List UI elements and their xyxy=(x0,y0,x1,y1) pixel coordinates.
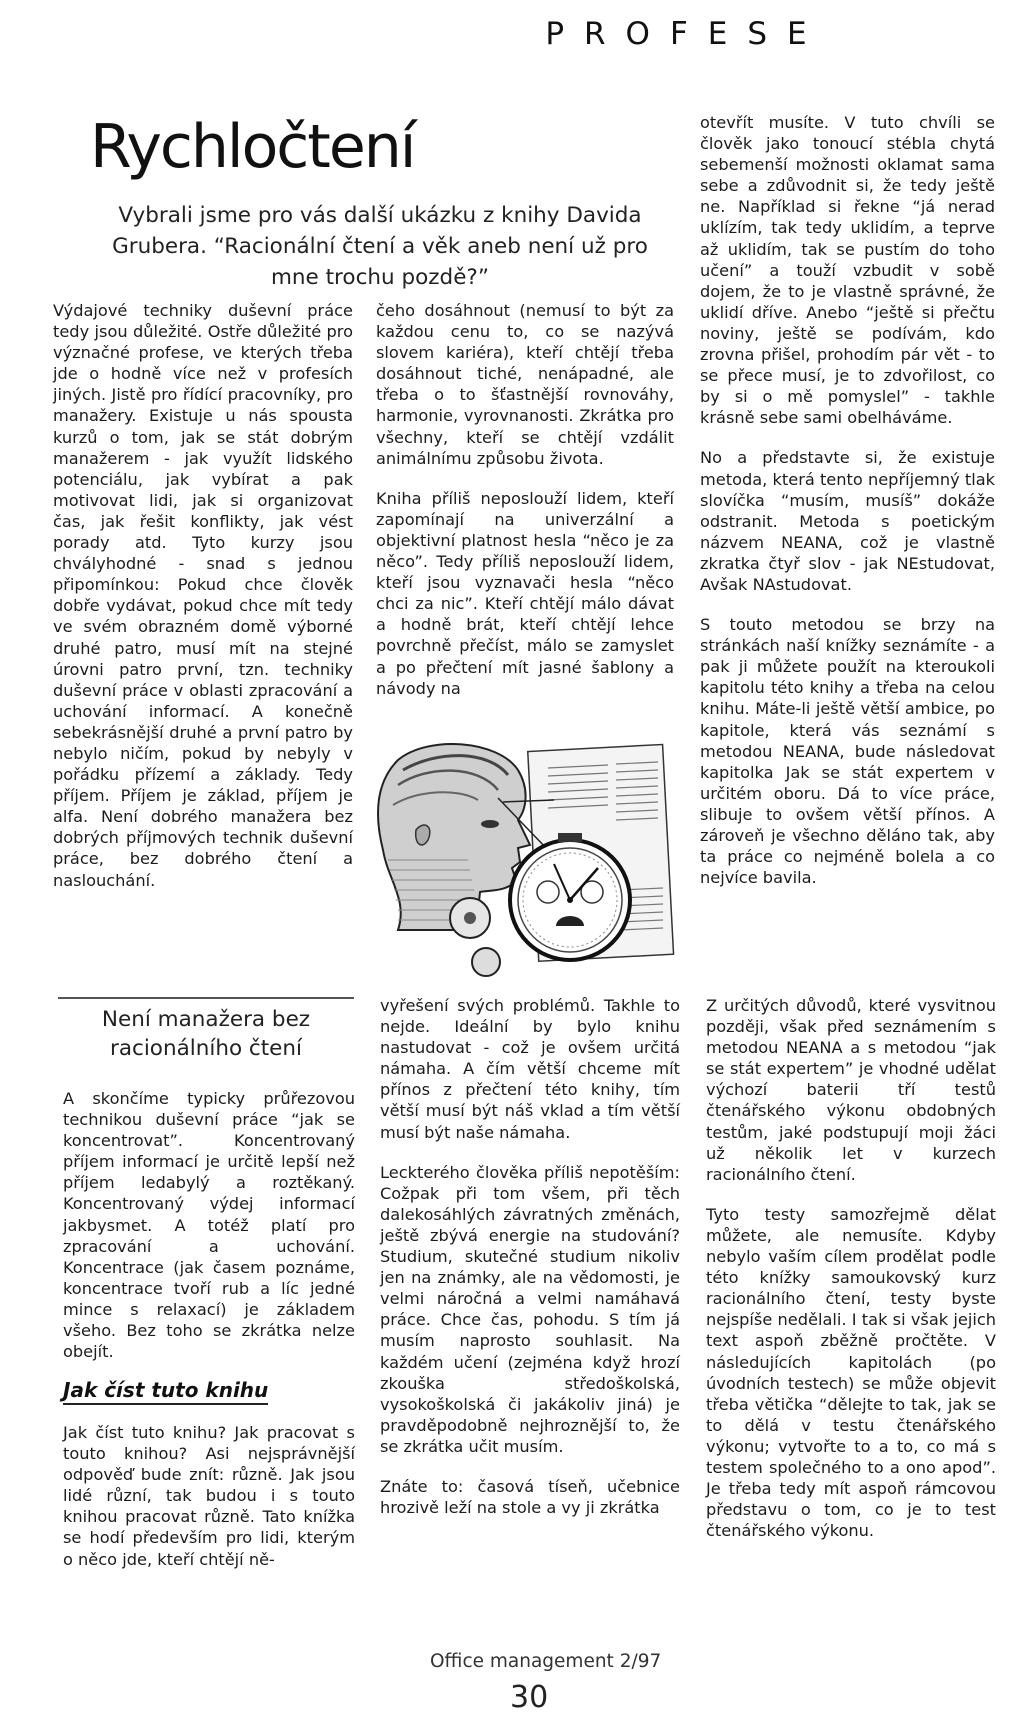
column-3-bottom xyxy=(706,995,996,1560)
paragraph: Tyto testy samozřejmě dělat můžete, ale nemusíte. Kdyby nebylo vaším cílem prodělat podle této knížky samoukovský kurz racionálního čtení, testy byste nejspíše nedělali. I tak si však jejich text aspoň zběžně pročtěte. V následujících kapitolách (po úvodních testech) se může objevit třeba větička “dělejte to tak, jak se to dělá v testu čtenářského výkonu; vytvořte to a to, co má s testem společného to a ono apod”. Je třeba tedy mít aspoň rámcovou představu o tom, co je to test čtenářského výkonu. xyxy=(706,1204,996,1541)
paragraph: otevřít musíte. V tuto chvíli se člověk jako tonoucí stébla chytá sebemenší možnosti oklamat sama sebe a zdůvodnit si, že tedy ještě ne. Například si řekne “já nerad uklízím, tak tedy uklidím, a teprve až uklidím, tak se pustím do toho učení” a touží vzbudit v sobě dojem, že to je vlastně správné, že uklidí dříve. Anebo “ještě si přečtu noviny, ještě se podívám, kdo zrovna přišel, prohodím pár vět - to se přece musí, je to zdvořilost, co by si o mě pomyslel” - takhle krásně sebe sami obelháváme. xyxy=(700,113,995,428)
article-title: Rychločtení xyxy=(90,112,415,182)
column-2-top xyxy=(376,300,674,718)
paragraph: Z určitých důvodů, které vysvitnou později, však před seznámením s metodou NEANA a s metodou “jak se stát expertem” je vhodné udělat výchozí baterii tří testů čtenářského výkonu obdobných testům, jaké podstupují moji žáci už několik let v kurzech racionálního čtení. xyxy=(706,996,996,1184)
column-3-top xyxy=(700,112,995,907)
paragraph: Znáte to: časová tíseň, učebnice hrozivě leží na stole a vy ji zkrátka xyxy=(380,1476,680,1518)
illustration-head-and-watch xyxy=(358,740,698,985)
paragraph: A skončíme typicky průřezovou technikou duševní práce “jak se koncentrovat”. Koncentrovaný příjem informací je určitě lepší než příjem ledabylý a roztěkaný. Koncentrovaný výdej informací jakbysmet. A totéž platí pro zpracování a uchování. Koncentrace (jak časem poznáme, koncentrace tvoří rub a líc jedné mince s relaxací) je základem všeho. Bez toho se zkrátka nelze obejít. xyxy=(63,1089,355,1362)
footer-magazine-name: Office management 2/97 xyxy=(430,1651,662,1672)
column-2-bottom xyxy=(380,995,680,1537)
paragraph: Výdajové techniky duševní práce tedy jsou důležité. Ostře důležité pro význačné profese, ve kterých třeba jde o hodně více než v profesích jiných. Jistě pro řídící pracovníky, pro manažery. Existuje u nás spousta kurzů o tom, jak se stát dobrým manažerem - jak využít lidského potenciálu, jak vybírat a pak motivovat lidi, jak si organizovat čas, jak řešit konflikty, jak vést porady atd. Tyto kurzy jsou chvályhodné - snad s jednou připomínkou: Pokud chce člověk dobře vydávat, pokud chce mít tedy ve svém obrazném domě výborné druhé patro, musí mít na stejné úrovni patro první, tzn. techniky duševní práce v oblasti zpracování a uchování informací. A konečně sebekrásnější druhé a první patro by nebylo ničím, pokud by nebyly v pořádku přízemí a základy. Tedy příjem. Příjem je základ, příjem je alfa. Není dobrého manažera bez dobrých příjmových technik duševní práce, bez dobrého čtení a naslouchání. xyxy=(53,301,353,890)
column-1-middle xyxy=(63,1088,355,1381)
paragraph: čeho dosáhnout (nemusí to být za každou cenu to, co se nazývá slovem kariéra), kteří chtějí třeba dosáhnout tiché, nenápadné, ale třeba o to šťastnější rovnováhy, harmonie, vyrovnanosti. Zkrátka pro všechny, kteří se chtějí vzdálit animálnímu způsobu života. xyxy=(376,301,674,468)
illustration-graphic xyxy=(358,740,698,985)
paragraph: Jak číst tuto knihu? Jak pracovat s touto knihou? Asi nejsprávnější odpověď bude znít: různě. Jak jsou lidé různí, tak budou i s touto knihou pracovat různě. Tato knížka se hodí především pro lidi, kterým o něco jde, kteří chtějí ně- xyxy=(63,1423,355,1569)
section-header: PROFESE xyxy=(545,16,827,52)
paragraph: Kniha příliš neposlouží lidem, kteří zapomínají na univerzální a objektivní platnost hesla “něco je za něco”. Tedy příliš neposlouží lidem, kteří jsou vyznavači hesla “něco chci za nic”. Kteří chtějí málo dávat a hodně brát, kteří chtějí lehce povrchně přečíst, málo se zamyslet a po přečtení mít jasné šablony a návody na xyxy=(376,488,674,698)
head-profile-graphic xyxy=(378,744,530,930)
column-1-top xyxy=(53,300,353,910)
paragraph: S touto metodou se brzy na stránkách naší knížky seznámíte - a pak ji můžete použít na kteroukoli kapitolu této knihy a třeba na celou knihu. Máte-li ještě větší ambice, po kapitole, která vás seznámí s metodou NEANA, bude následovat kapitolka Jak se stát expertem v určitém oboru. Dá to více práce, slibuje to ovšem větší přínos. A zároveň je všechno děláno tak, aby ta práce co nejméně bolela a co nejvíce bavila. xyxy=(700,615,995,888)
subheading: Není manažera bez racionálního čtení xyxy=(101,1007,311,1061)
paragraph: Leckterého člověka příliš nepotěším: Cožpak při tom všem, při těch dalekosáhlých závratných změnách, ještě zbývá energie na studování? Studium, skutečné studium nikoliv jen na známky, ale na vědomosti, je velmi náročná a velmi namáhavá práce. Chce čas, pohodu. S tím já musím naprosto souhlasit. Na každém učení (zejména když hrozí zkouška středoškolská, vysokoškolská či jakákoliv jiná) je pravděpodobně nejhroznější to, že se zkrátka učit musím. xyxy=(380,1162,680,1456)
page-number: 30 xyxy=(510,1680,549,1715)
column-1-bottom xyxy=(63,1422,355,1589)
paragraph: vyřešení svých problémů. Takhle to nejde. Ideální by bylo knihu nastudovat - což je ovšem určitá námaha. A čím větší chceme mít přínos z přečtení této knihy, tím větší musí být náš vklad a tím větší musí být naše námaha. xyxy=(380,996,680,1142)
paragraph: No a představte si, že existuje metoda, která tento nepříjemný tlak slovíčka “musím, musíš” dokáže odstranit. Metoda s poetickým názvem NEANA, což je vlastně zkratka čtyř slov - jak NEstudovat, Avšak NAstudovat. xyxy=(700,448,995,594)
article-lead: Vybrali jsme pro vás další ukázku z knihy Davida Grubera. “Racionální čtení a věk aneb není už pro mne trochu pozdě?” xyxy=(112,203,648,290)
section-heading: Jak číst tuto knihu xyxy=(63,1378,268,1405)
divider-rule xyxy=(58,997,354,999)
